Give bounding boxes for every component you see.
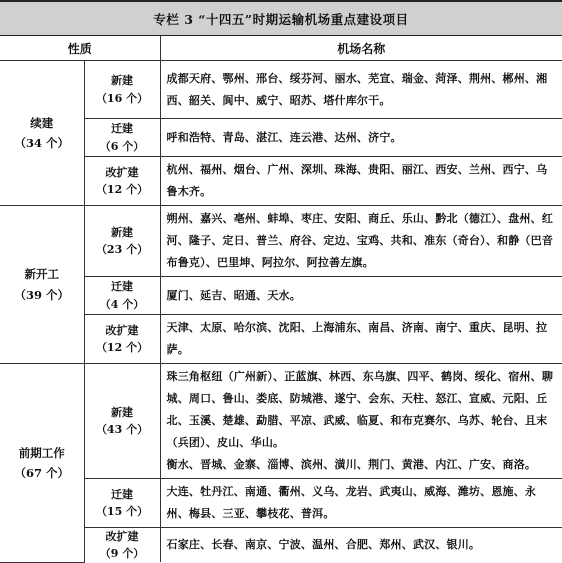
airport-names-cell: 呼和浩特、青岛、湛江、连云港、达州、济宁。 [160,119,562,157]
type-cell [84,364,160,479]
table-row [0,528,562,563]
group-cell-preliminary [0,364,84,563]
airport-names-text-2: 衡水、晋城、金寨、淄博、滨州、潢川、荆门、黄港、内江、广安、商洛。 [166,458,537,471]
table-row [0,61,562,119]
table-row [0,157,562,206]
type-count: （16 个） [95,91,149,105]
type-count: （9 个） [99,547,145,561]
type-name: 新建 [111,74,133,88]
header-row [0,36,562,61]
table-row [0,364,562,479]
airport-names-cell: 成都天府、鄂州、邢台、绥芬河、丽水、芜宣、瑞金、菏泽、荆州、郴州、湘西、韶关、阆中、威宁、昭苏、塔什库尔干。 [160,61,562,119]
type-cell [84,528,160,563]
airport-names-cell: 大连、牡丹江、南通、衢州、义乌、龙岩、武夷山、威海、潍坊、恩施、永州、梅县、三亚、攀枝花、普洱。 [160,479,562,528]
airport-projects-table [0,36,562,563]
table-row [0,206,562,277]
airport-names-cell: 厦门、延吉、昭通、天水。 [160,277,562,315]
group-name: 新开工 [24,267,59,282]
type-name: 新建 [111,405,133,419]
type-cell [84,315,160,364]
airport-names-cell: 石家庄、长春、南京、宁波、温州、合肥、郑州、武汉、银川。 [160,528,562,563]
airport-names-text: 珠三角枢纽（广州新）、正蓝旗、林西、东乌旗、四平、鹤岗、绥化、宿州、聊城、周口、鲁山、娄底、防城港、遂宁、会东、天柱、怒江、宣威、元阳、丘北、玉溪、楚雄、勐腊、平凉、武威、临夏、和布克赛尔、乌苏、轮台、且末（兵团）、皮山、华山。 [166,370,554,449]
type-count: （12 个） [95,183,149,196]
type-cell [84,119,160,157]
type-name: 新建 [111,225,133,239]
group-name: 续建 [30,115,54,130]
group-cell-new-start [0,206,84,364]
type-name: 改扩建 [105,530,139,543]
type-count: （12 个） [95,341,149,354]
type-name: 迁建 [111,280,133,294]
group-name: 前期工作 [18,445,65,460]
type-count: （43 个） [95,423,149,436]
type-name: 迁建 [111,487,133,501]
airport-names-cell: 杭州、福州、烟台、广州、深圳、珠海、贵阳、丽江、西安、兰州、西宁、乌鲁木齐。 [160,157,562,206]
group-count: （34 个） [14,136,69,150]
table-title: 专栏 3 “十四五”时期运输机场重点建设项目 [0,0,562,36]
airport-names-cell: 天津、太原、哈尔滨、沈阳、上海浦东、南昌、济南、南宁、重庆、昆明、拉萨。 [160,315,562,364]
group-count: （67 个） [14,465,69,480]
type-cell [84,277,160,315]
type-count: （6 个） [99,139,145,153]
type-cell [84,157,160,206]
type-name: 迁建 [111,122,133,136]
type-name: 改扩建 [105,323,139,337]
table-row [0,315,562,364]
airport-names-cell [160,364,562,479]
type-count: （15 个） [95,505,149,518]
header-airport-names: 机场名称 [160,36,562,61]
table-row [0,277,562,315]
header-nature: 性质 [0,36,160,61]
type-cell [84,479,160,528]
type-name: 改扩建 [105,165,139,179]
group-count: （39 个） [14,287,69,302]
type-cell [84,206,160,277]
airport-names-cell: 朔州、嘉兴、亳州、蚌埠、枣庄、安阳、商丘、乐山、黔北（德江）、盘州、红河、隆子、定日、普兰、府谷、定边、宝鸡、共和、准东（奇台）、和静（巴音布鲁克）、巴里坤、阿拉尔、阿拉善左旗。 [160,206,562,277]
type-cell [84,61,160,119]
type-count: （23 个） [95,243,149,256]
group-cell-continuing [0,61,84,206]
table-row [0,119,562,157]
table-row [0,479,562,528]
type-count: （4 个） [99,297,145,311]
